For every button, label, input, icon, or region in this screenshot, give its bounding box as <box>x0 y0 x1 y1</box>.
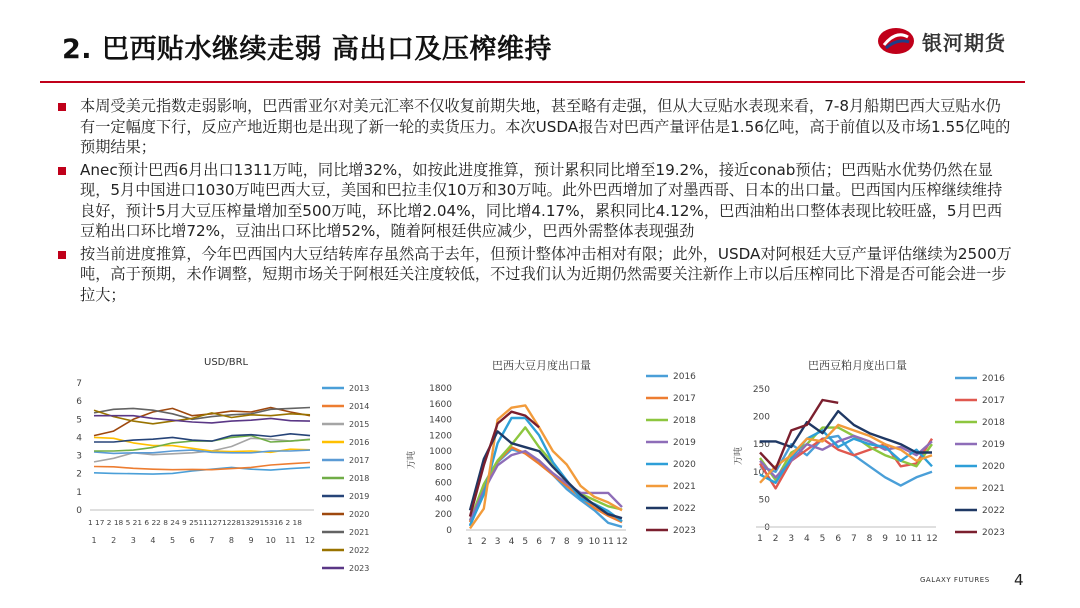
x-tick-label: 3 <box>494 537 501 547</box>
y-tick-label: 2 <box>76 469 82 480</box>
legend-label: 2018 <box>982 418 1005 428</box>
legend-label: 2016 <box>982 374 1005 384</box>
y-tick-label: 50 <box>758 495 770 506</box>
series-line-2021 <box>94 408 310 420</box>
legend-label: 2015 <box>349 420 370 429</box>
x-tick-label-row2: 9 <box>248 536 254 545</box>
x-tick-label-row2: 8 <box>228 536 235 545</box>
x-tick-label-row1: 1 17 2 18 5 21 6 22 8 24 9 25111271228132915316 2 18 <box>88 518 302 527</box>
soymeal-export-chart <box>725 352 1025 557</box>
soybean-export-chart-svg <box>400 352 720 557</box>
x-tick-label: 12 <box>616 537 628 547</box>
y-tick-label: 250 <box>752 385 770 395</box>
soybean-export-chart <box>400 352 720 557</box>
y-tick-label: 100 <box>752 467 770 478</box>
x-tick-label-row2: 4 <box>150 536 156 545</box>
legend-label: 2019 <box>673 438 696 448</box>
bullet-list <box>58 96 1013 307</box>
legend-label: 2016 <box>349 438 370 447</box>
x-tick-label-row2: 5 <box>169 536 176 545</box>
chart-title: USD/BRL <box>204 357 249 368</box>
legend-label: 2018 <box>349 474 370 483</box>
legend-label: 2022 <box>673 504 696 514</box>
legend-label: 2023 <box>982 528 1005 538</box>
chart-title: 巴西大豆月度出口量 <box>492 359 591 372</box>
x-tick-label: 8 <box>563 537 570 547</box>
bullet-text: Anec预计巴西6月出口1311万吨，同比增32%，如按此进度推算，预计累积同比增至19.2%，接近conab预估；巴西贴水优势仍然在显现，5月中国进口1030万吨巴西大豆，美国和巴拉圭仅10万和30万吨。此外巴西增加了对墨西哥、日本的出口量。巴西国内压榨继续维持良好，预计5月大豆压榨量增加至500万吨，环比增2.04%，同比增4.17%，累积同比4.12%，巴西油粕出口整体表现比较旺盛，5月巴西豆粕出口环比增72%，豆油出口环比增52%，随着阿根廷供应减少，巴西外需整体表现强劲 <box>80 160 1003 240</box>
legend-label: 2014 <box>349 402 370 411</box>
y-tick-label: 400 <box>434 494 452 505</box>
legend-label: 2021 <box>349 528 370 537</box>
y-tick-label: 600 <box>434 478 452 489</box>
y-tick-label: 3 <box>76 451 82 462</box>
legend-label: 2019 <box>349 492 370 501</box>
y-tick-label: 800 <box>434 462 452 473</box>
legend-label: 2013 <box>349 384 370 393</box>
y-tick-label: 1600 <box>429 399 452 410</box>
legend-label: 2022 <box>349 546 370 555</box>
x-tick-label: 3 <box>788 534 795 544</box>
page-number: 4 <box>1014 571 1024 589</box>
y-tick-label: 150 <box>752 440 770 451</box>
chart-title: 巴西豆粕月度出口量 <box>808 359 907 372</box>
y-tick-label: 1800 <box>429 384 452 394</box>
x-tick-label: 10 <box>588 537 601 547</box>
x-tick-label: 10 <box>895 534 907 544</box>
y-axis-label: 万吨 <box>407 450 417 470</box>
usd-brl-chart-svg <box>60 350 400 573</box>
x-tick-label-row2: 3 <box>130 536 136 545</box>
x-tick-label-row2: 11 <box>285 536 296 545</box>
x-tick-label-row2: 12 <box>304 536 316 545</box>
soymeal-export-chart-svg <box>725 352 1025 557</box>
galaxy-logo-icon <box>876 26 916 56</box>
legend-label: 2021 <box>982 484 1005 494</box>
slide-title: 2. 巴西贴水继续走弱 高出口及压榨维持 <box>62 34 552 65</box>
x-tick-label-row2: 7 <box>209 536 215 545</box>
x-tick-label: 8 <box>866 534 873 544</box>
company-logo <box>876 26 1006 56</box>
y-tick-label: 0 <box>76 506 82 516</box>
x-tick-label: 1 <box>757 534 763 544</box>
series-line-2018 <box>94 436 310 451</box>
y-tick-label: 0 <box>446 526 452 536</box>
x-tick-label: 1 <box>467 537 473 547</box>
x-tick-label-row2: 1 <box>91 536 97 545</box>
bullet-item <box>58 160 1013 242</box>
x-tick-label: 4 <box>508 537 515 547</box>
x-tick-label-row2: 10 <box>265 536 276 545</box>
x-tick-label: 6 <box>536 537 542 547</box>
x-tick-label: 9 <box>882 534 888 544</box>
y-tick-label: 1 <box>76 487 82 498</box>
y-tick-label: 1000 <box>429 447 452 458</box>
x-tick-label: 12 <box>926 534 938 544</box>
logo-text: 银河期货 <box>922 30 1006 55</box>
legend-label: 2020 <box>673 460 696 470</box>
legend-label: 2020 <box>349 510 370 519</box>
legend-label: 2017 <box>349 456 370 465</box>
bullet-item <box>58 244 1013 306</box>
x-tick-label: 9 <box>577 537 584 547</box>
bullet-item <box>58 96 1013 158</box>
legend-label: 2021 <box>673 482 696 492</box>
legend-label: 2020 <box>982 462 1005 472</box>
legend-label: 2018 <box>673 416 696 426</box>
legend-label: 2017 <box>982 396 1005 406</box>
bullet-text: 本周受美元指数走弱影响，巴西雷亚尔对美元汇率不仅收复前期失地，甚至略有走强，但从大豆贴水表现来看，7-8月船期巴西大豆贴水仍有一定幅度下行，反应产地近期也是出现了新一轮的卖货压力。本次USDA报告对巴西产量评估是1.56亿吨，高于前值以及市场1.55亿吨的预期结果； <box>80 97 1011 156</box>
legend-label: 2023 <box>673 526 696 536</box>
x-tick-label: 6 <box>835 534 842 544</box>
x-tick-label: 7 <box>550 537 556 547</box>
x-tick-label: 4 <box>804 534 810 544</box>
y-axis-label: 万吨 <box>734 446 744 466</box>
x-tick-label-row2: 6 <box>189 536 195 545</box>
legend-label: 2019 <box>982 440 1005 450</box>
title-divider <box>40 81 1025 83</box>
y-tick-label: 200 <box>434 510 452 521</box>
x-tick-label-row2: 2 <box>111 536 117 545</box>
y-tick-label: 5 <box>76 415 82 426</box>
x-tick-label: 11 <box>602 537 614 547</box>
footer-brand: GALAXY FUTURES <box>920 576 990 584</box>
series-line-2014 <box>94 463 310 470</box>
legend-label: 2022 <box>982 506 1005 516</box>
series-line-2020 <box>94 408 310 436</box>
y-tick-label: 7 <box>76 379 82 389</box>
x-tick-label: 7 <box>850 534 857 544</box>
y-tick-label: 4 <box>76 433 82 444</box>
x-tick-label: 2 <box>772 534 779 544</box>
y-tick-label: 0 <box>764 523 770 533</box>
usd-brl-chart <box>60 350 400 573</box>
legend-label: 2016 <box>673 372 696 382</box>
y-tick-label: 6 <box>76 397 82 408</box>
x-tick-label: 11 <box>910 534 923 544</box>
bullet-text: 按当前进度推算，今年巴西国内大豆结转库存虽然高于去年，但预计整体冲击相对有限；此外，USDA对阿根廷大豆产量评估继续为2500万吨，高于预期，未作调整，短期市场关于阿根廷关注度较低，不过我们认为近期仍然需要关注新作上市以后压榨同比下滑是否可能会进一步拉大； <box>80 244 1012 304</box>
series-line-2019 <box>94 434 310 442</box>
y-tick-label: 1400 <box>429 415 452 426</box>
bullet-square-icon <box>58 251 66 259</box>
y-tick-label: 200 <box>752 412 770 423</box>
legend-label: 2023 <box>349 564 370 573</box>
bullet-square-icon <box>58 167 66 175</box>
y-tick-label: 1200 <box>429 431 452 442</box>
x-tick-label: 5 <box>522 537 529 547</box>
bullet-square-icon <box>58 103 66 111</box>
x-tick-label: 5 <box>819 534 826 544</box>
legend-label: 2017 <box>673 394 696 404</box>
x-tick-label: 2 <box>480 537 487 547</box>
